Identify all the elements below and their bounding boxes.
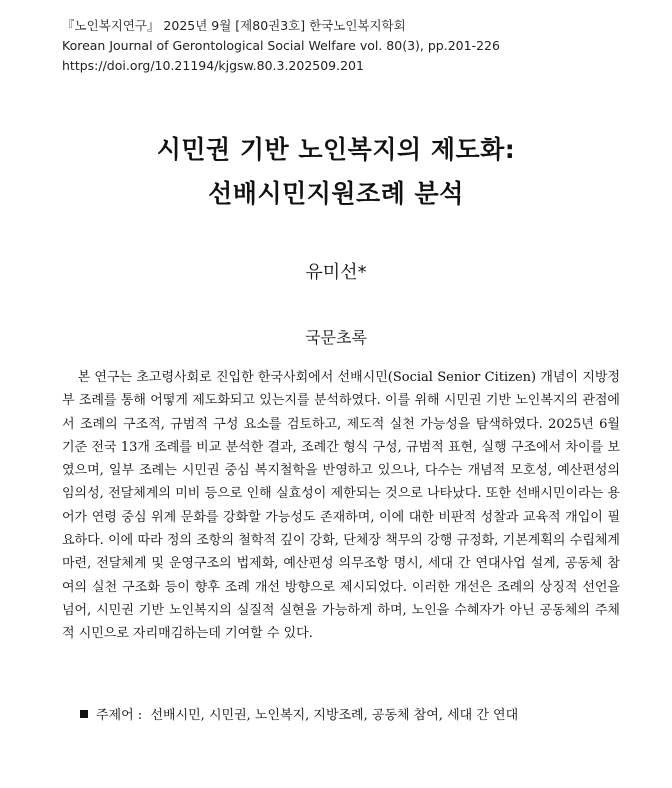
journal-name-line: 『노인복지연구』 2025년 9월 [제80권3호] 한국노인복지학회	[62, 18, 406, 33]
doi-link[interactable]: https://doi.org/10.21194/kjgsw.80.3.202509.201	[62, 58, 364, 73]
keywords-list: 선배시민, 시민권, 노인복지, 지방조례, 공동체 참여, 세대 간 연대	[150, 708, 519, 723]
keywords	[80, 704, 518, 723]
journal-volume-line: Korean Journal of Gerontological Social Welfare vol. 80(3), pp.201-226	[62, 38, 500, 53]
abstract-heading: 국문초록	[305, 328, 367, 347]
abstract-paragraph: 본 연구는 초고령사회로 진입한 한국사회에서 선배시민(Social Senior Citizen) 개념이 지방정부 조례를 통해 어떻게 제도화되고 있는지를 분석하였다. 이를 위해 시민권 기반 노인복지의 관점에서 조례의 구조적, 규범적 구성 요소를 검토하고, 제도적 실천 가능성을 탐색하였다. 2025년 6월 기준 전국 13개 조례를 비교 분석한 결과, 조례간 형식 구성, 규범적 표현, 실행 구조에서 차이를 보였으며, 일부 조례는 시민권 중심 복지철학을 반영하고 있으나, 다수는 개념적 모호성, 예산편성의 임의성, 전달체계의 미비 등으로 인해 실효성이 제한되는 것으로 나타났다. 또한 선배시민이라는 용어가 연령 중심 위계 문화를 강화할 가능성도 존재하며, 이에 대한 비판적 성찰과 교육적 개입이 필요하다. 이에 따라 정의 조항의 철학적 깊이 강화, 단체장 책무의 강행 규정화, 기본계획의 수립체계 마련, 전달체계 및 운영구조의 법제화, 예산편성 의무조항 명시, 세대 간 연대사업 설계, 공동체 참여의 실천 구조화 등이 향후 조례 개선 방향으로 제시되었다. 이러한 개선은 조례의 상징적 선언을 넘어, 시민권 기반 노인복지의 실질적 실현을 가능하게 하며, 노인을 수혜자가 아닌 공동체의 주체적 시민으로 자리매김하는데 기여할 수 있다.	[62, 370, 620, 642]
author-name: 유미선*	[305, 262, 367, 283]
square-bullet-icon	[80, 710, 88, 718]
keywords-label: 주제어 :	[96, 708, 143, 723]
paper-title	[0, 128, 672, 216]
title-line-2: 선배시민지원조례 분석	[208, 179, 464, 208]
abstract-body	[62, 366, 620, 646]
journal-header	[62, 16, 500, 76]
title-line-1: 시민권 기반 노인복지의 제도화:	[156, 135, 516, 164]
